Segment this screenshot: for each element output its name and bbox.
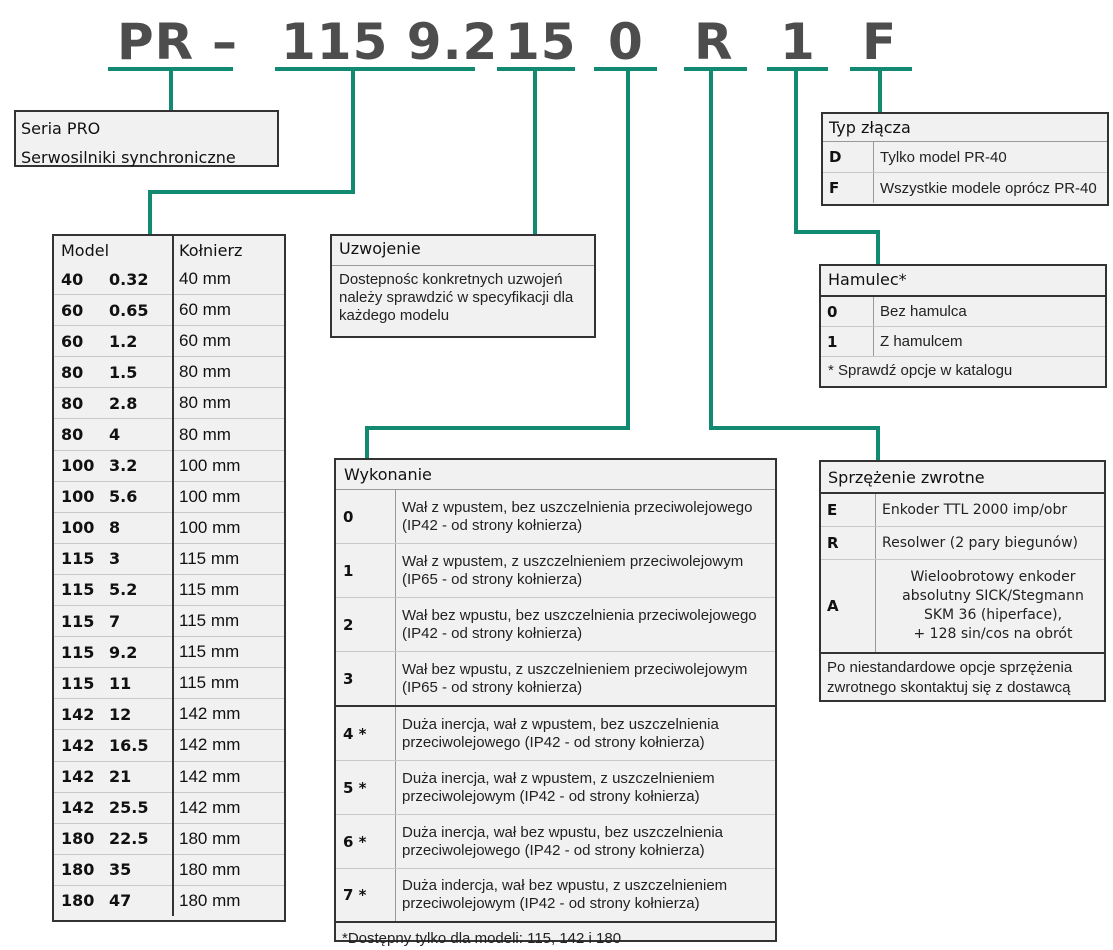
design-desc: Wał bez wpustu, z uszczelnieniem przeciwolejowym (IP65 - od strony kołnierza) bbox=[396, 652, 776, 707]
feedback-desc-line: SKM 36 (hiperface), bbox=[923, 607, 1063, 623]
feedback-desc bbox=[876, 494, 1105, 527]
model-size: 142 bbox=[54, 792, 109, 823]
model-flange: 100 mm bbox=[173, 450, 284, 481]
model-flange: 180 mm bbox=[173, 885, 284, 916]
model-torque: 8 bbox=[109, 512, 173, 543]
model-size: 100 bbox=[54, 512, 109, 543]
brake-key: 0 bbox=[821, 297, 874, 327]
feedback-footnote: Po niestandardowe opcje sprzężenia zwrotnego skontaktuj się z dostawcą bbox=[827, 659, 1073, 696]
brake-title: Hamulec* bbox=[821, 266, 1105, 297]
model-flange: 100 mm bbox=[173, 481, 284, 512]
series-box bbox=[14, 110, 279, 167]
connector-key: F bbox=[823, 173, 874, 204]
code-series: PR bbox=[117, 13, 195, 71]
feedback-desc-line: Wieloobrotowy enkoder bbox=[910, 569, 1076, 585]
code-winding: 15 bbox=[505, 13, 577, 71]
list-item bbox=[336, 815, 775, 869]
model-flange: 80 mm bbox=[173, 419, 284, 450]
brake-desc: Z hamulcem bbox=[874, 327, 1106, 357]
list-item bbox=[821, 527, 1104, 560]
model-torque: 5.2 bbox=[109, 574, 173, 605]
table-row bbox=[54, 606, 284, 637]
table-row bbox=[54, 668, 284, 699]
code-design: 0 bbox=[608, 13, 644, 71]
model-torque: 16.5 bbox=[109, 730, 173, 761]
table-row bbox=[54, 295, 284, 326]
table-row bbox=[54, 512, 284, 543]
model-table bbox=[52, 234, 286, 922]
table-row bbox=[54, 885, 284, 916]
model-size: 142 bbox=[54, 761, 109, 792]
design-key: 7 * bbox=[336, 869, 396, 923]
design-key: 0 bbox=[336, 490, 396, 544]
model-flange: 40 mm bbox=[173, 264, 284, 295]
model-torque: 21 bbox=[109, 761, 173, 792]
model-size: 60 bbox=[54, 295, 109, 326]
model-torque: 0.32 bbox=[109, 264, 173, 295]
model-size: 115 bbox=[54, 668, 109, 699]
table-row bbox=[54, 854, 284, 885]
code-brake: 1 bbox=[780, 13, 816, 71]
model-size: 180 bbox=[54, 823, 109, 854]
list-item bbox=[336, 869, 775, 923]
connector-type-title: Typ złącza bbox=[823, 114, 1107, 142]
series-line1: Seria PRO bbox=[21, 119, 101, 138]
table-row bbox=[54, 450, 284, 481]
model-size: 115 bbox=[54, 606, 109, 637]
model-flange: 115 mm bbox=[173, 543, 284, 574]
design-desc: Wał z wpustem, bez uszczelnienia przeciwolejowego (IP42 - od strony kołnierza) bbox=[396, 490, 776, 544]
model-flange: 80 mm bbox=[173, 388, 284, 419]
feedback-key: R bbox=[821, 527, 876, 560]
table-row bbox=[54, 543, 284, 574]
model-torque: 3 bbox=[109, 543, 173, 574]
header-flange: Kołnierz bbox=[173, 236, 284, 264]
model-torque: 2.8 bbox=[109, 388, 173, 419]
model-flange: 142 mm bbox=[173, 792, 284, 823]
feedback-desc-line: Enkoder TTL 2000 imp/obr bbox=[882, 501, 1068, 518]
brake-box bbox=[819, 264, 1107, 388]
table-row bbox=[54, 637, 284, 668]
model-torque: 1.5 bbox=[109, 357, 173, 388]
winding-box bbox=[330, 234, 596, 338]
list-item bbox=[336, 706, 775, 761]
feedback-desc bbox=[876, 560, 1105, 654]
winding-title: Uzwojenie bbox=[332, 236, 594, 266]
feedback-box bbox=[819, 460, 1106, 702]
model-torque: 12 bbox=[109, 699, 173, 730]
connector-key: D bbox=[823, 142, 874, 173]
model-flange: 60 mm bbox=[173, 326, 284, 357]
header-model: Model bbox=[61, 240, 110, 260]
design-desc: Wał bez wpustu, bez uszczelnienia przeciwolejowego (IP42 - od strony kołnierza) bbox=[396, 598, 776, 652]
code-connector: F bbox=[862, 13, 898, 71]
table-row bbox=[54, 357, 284, 388]
table-row bbox=[54, 481, 284, 512]
design-desc: Duża inercja, wał z wpustem, z uszczelnieniem przeciwolejowym (IP42 - od strony kołnierza) bbox=[396, 761, 776, 815]
model-size: 115 bbox=[54, 543, 109, 574]
model-size: 80 bbox=[54, 419, 109, 450]
table-row bbox=[54, 730, 284, 761]
code-size: 115 9.2 bbox=[281, 13, 499, 71]
table-header-row bbox=[54, 236, 284, 264]
table-row bbox=[54, 823, 284, 854]
list-item bbox=[823, 173, 1107, 204]
model-torque: 9.2 bbox=[109, 637, 173, 668]
model-flange: 60 mm bbox=[173, 295, 284, 326]
model-flange: 180 mm bbox=[173, 854, 284, 885]
feedback-title: Sprzężenie zwrotne bbox=[821, 462, 1104, 494]
model-flange: 115 mm bbox=[173, 668, 284, 699]
design-box bbox=[334, 458, 777, 947]
model-size: 115 bbox=[54, 574, 109, 605]
list-item bbox=[336, 761, 775, 815]
model-torque: 11 bbox=[109, 668, 173, 699]
connector-type-box bbox=[821, 112, 1109, 206]
design-key: 4 * bbox=[336, 706, 396, 761]
design-title: Wykonanie bbox=[336, 460, 775, 490]
design-key: 3 bbox=[336, 652, 396, 707]
connector-desc: Tylko model PR-40 bbox=[874, 142, 1108, 173]
code-feedback: R bbox=[694, 13, 734, 71]
connector-desc: Wszystkie modele oprócz PR-40 bbox=[880, 179, 1097, 197]
table-row bbox=[54, 574, 284, 605]
model-size: 180 bbox=[54, 854, 109, 885]
list-item bbox=[823, 142, 1107, 173]
design-key: 1 bbox=[336, 544, 396, 598]
model-size: 80 bbox=[54, 388, 109, 419]
model-torque: 4 bbox=[109, 419, 173, 450]
list-item bbox=[821, 297, 1105, 327]
model-torque: 25.5 bbox=[109, 792, 173, 823]
feedback-desc bbox=[876, 527, 1105, 560]
model-size: 142 bbox=[54, 699, 109, 730]
model-flange: 142 mm bbox=[173, 699, 284, 730]
feedback-desc-line: absolutny SICK/Stegmann bbox=[902, 588, 1084, 604]
model-size: 60 bbox=[54, 326, 109, 357]
model-size: 40 bbox=[54, 264, 109, 295]
table-row bbox=[54, 761, 284, 792]
model-size: 115 bbox=[54, 637, 109, 668]
model-torque: 5.6 bbox=[109, 481, 173, 512]
model-size: 100 bbox=[54, 450, 109, 481]
design-desc: Duża indercja, wał bez wpustu, z uszczelnieniem przeciwolejowym (IP42 - od strony kołnierza) bbox=[396, 869, 776, 923]
model-torque: 1.2 bbox=[109, 326, 173, 357]
design-desc: Duża inercja, wał bez wpustu, bez uszczelnienia przeciwolejowego (IP42 - od strony kołnierza) bbox=[396, 815, 776, 869]
series-line2: Serwosilniki synchroniczne bbox=[21, 148, 236, 167]
model-flange: 115 mm bbox=[173, 606, 284, 637]
model-flange: 100 mm bbox=[173, 512, 284, 543]
list-item bbox=[821, 560, 1104, 654]
model-flange: 180 mm bbox=[173, 823, 284, 854]
table-row bbox=[54, 419, 284, 450]
model-flange: 142 mm bbox=[173, 761, 284, 792]
code-dash: – bbox=[212, 13, 238, 71]
design-footnote: *Dostępny tylko dla modeli: 115, 142 i 180 bbox=[342, 930, 622, 947]
model-flange: 80 mm bbox=[173, 357, 284, 388]
model-size: 80 bbox=[54, 357, 109, 388]
feedback-desc-line: Resolwer (2 pary biegunów) bbox=[882, 534, 1079, 551]
model-torque: 3.2 bbox=[109, 450, 173, 481]
list-item bbox=[336, 652, 775, 707]
table-row bbox=[54, 264, 284, 295]
model-size: 100 bbox=[54, 481, 109, 512]
design-key: 2 bbox=[336, 598, 396, 652]
model-torque: 35 bbox=[109, 854, 173, 885]
design-desc: Duża inercja, wał z wpustem, bez uszczelnienia przeciwolejowego (IP42 - od strony kołnierza) bbox=[396, 706, 776, 761]
model-flange: 115 mm bbox=[173, 637, 284, 668]
list-item bbox=[336, 544, 775, 598]
winding-text: Dostepnośc konkretnych uzwojeń należy sprawdzić w specyfikacji dla każdego modelu bbox=[339, 271, 574, 324]
brake-footnote: * Sprawdź opcje w katalogu bbox=[828, 362, 1013, 379]
feedback-key: A bbox=[821, 560, 876, 654]
list-item bbox=[336, 598, 775, 652]
model-size: 142 bbox=[54, 730, 109, 761]
list-item bbox=[821, 494, 1104, 527]
design-key: 5 * bbox=[336, 761, 396, 815]
design-desc: Wał z wpustem, z uszczelnieniem przeciwolejowym (IP65 - od strony kołnierza) bbox=[396, 544, 776, 598]
feedback-desc-line: + 128 sin/cos na obrót bbox=[913, 626, 1073, 642]
table-row bbox=[54, 792, 284, 823]
table-row bbox=[54, 326, 284, 357]
brake-key: 1 bbox=[821, 327, 874, 357]
model-flange: 142 mm bbox=[173, 730, 284, 761]
model-flange: 115 mm bbox=[173, 574, 284, 605]
model-torque: 0.65 bbox=[109, 295, 173, 326]
model-torque: 22.5 bbox=[109, 823, 173, 854]
feedback-key: E bbox=[821, 494, 876, 527]
design-key: 6 * bbox=[336, 815, 396, 869]
table-row bbox=[54, 699, 284, 730]
brake-desc: Bez hamulca bbox=[874, 297, 1106, 327]
table-row bbox=[54, 388, 284, 419]
list-item bbox=[336, 490, 775, 544]
model-torque: 47 bbox=[109, 891, 132, 911]
model-size: 180 bbox=[61, 891, 95, 911]
list-item bbox=[821, 327, 1105, 357]
model-torque: 7 bbox=[109, 606, 173, 637]
